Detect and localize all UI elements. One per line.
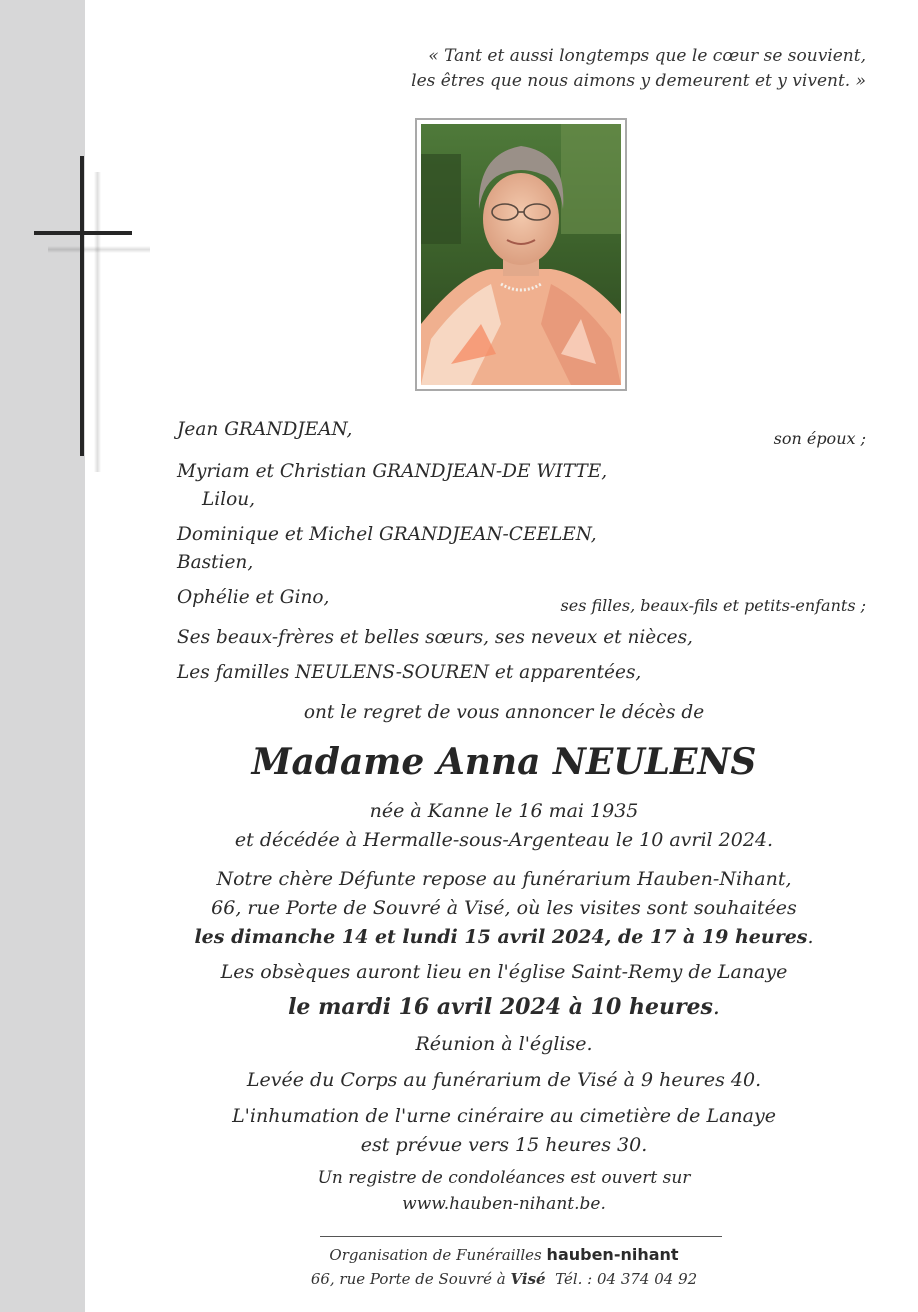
death-line: et décédée à Hermalle-sous-Argenteau le 10 avril 2024. [234, 829, 774, 851]
funeral-date-line: le mardi 16 avril 2024 à 10 heures. [288, 994, 720, 1020]
family-inlaws: Ses beaux-frères et belles sœurs, ses neveux et nièces, [177, 627, 693, 648]
register-link[interactable]: www.hauben-nihant.be. [402, 1194, 606, 1214]
visit-line: les dimanche 14 et lundi 15 avril 2024, de 17 à 19 heures. [194, 926, 814, 948]
register-line: Un registre de condoléances est ouvert sur [317, 1168, 691, 1188]
portrait-photo-icon [421, 124, 621, 385]
levee-line: Levée du Corps au funérarium de Visé à 9 heures 40. [246, 1069, 762, 1091]
footer-org: Organisation de Funérailles [329, 1246, 542, 1264]
footer-org-line [90, 1243, 918, 1267]
brand-logo: hauben-nihant [546, 1245, 679, 1264]
children-relation: ses filles, beaux-fils et petits-enfants ; [560, 596, 866, 615]
footer [90, 1243, 918, 1291]
funeral-line: Les obsèques auront lieu en l'église Saint-Remy de Lanaye [220, 961, 788, 983]
family-grandchild: Bastien, [177, 552, 254, 573]
footer-address: 66, rue Porte de Souvré à [310, 1270, 506, 1288]
cross-icon [34, 231, 132, 235]
family-child: Dominique et Michel GRANDJEAN-CEELEN, [177, 524, 597, 545]
funeral-date: le mardi 16 avril 2024 à 10 heures [288, 994, 713, 1020]
cross-shadow [48, 246, 150, 253]
spouse-relation: son époux ; [773, 429, 866, 448]
family-child: Myriam et Christian GRANDJEAN-DE WITTE, [177, 461, 608, 482]
footer-city: Visé [510, 1270, 546, 1288]
cross-shadow [94, 172, 101, 472]
footer-phone: Tél. : 04 374 04 92 [555, 1270, 698, 1288]
family-spouse: Jean GRANDJEAN, [177, 419, 353, 440]
deceased-name: Madame Anna NEULENS [251, 741, 757, 783]
footer-address-line [90, 1267, 918, 1291]
inhumation-line: est prévue vers 15 heures 30. [360, 1134, 648, 1156]
announcement-body [90, 797, 918, 1217]
family-relatives: Les familles NEULENS-SOUREN et apparentées, [177, 662, 642, 683]
memorial-quote [411, 44, 866, 94]
regret-line: ont le regret de vous annoncer le décès de [303, 702, 705, 723]
inhumation-line: L'inhumation de l'urne cinéraire au cimetière de Lanaye [232, 1105, 776, 1127]
left-gray-band [0, 0, 85, 1312]
footer-divider [320, 1236, 722, 1237]
quote-line: les êtres que nous aimons y demeurent et y vivent. » [411, 71, 866, 91]
family-grandchild: Ophélie et Gino, [177, 587, 330, 608]
meeting-line: Réunion à l'église. [415, 1033, 593, 1055]
family-grandchild: Lilou, [202, 489, 256, 510]
rest-line: Notre chère Défunte repose au funérarium Hauben-Nihant, [216, 868, 792, 890]
rest-line: 66, rue Porte de Souvré à Visé, où les visites sont souhaitées [211, 897, 797, 919]
cross-icon [80, 156, 84, 456]
birth-line: née à Kanne le 16 mai 1935 [369, 800, 639, 822]
portrait-photo [415, 118, 627, 391]
quote-line: « Tant et aussi longtemps que le cœur se souvient, [428, 46, 866, 66]
visit-dates: les dimanche 14 et lundi 15 avril 2024, de 17 à 19 heures [194, 926, 808, 948]
